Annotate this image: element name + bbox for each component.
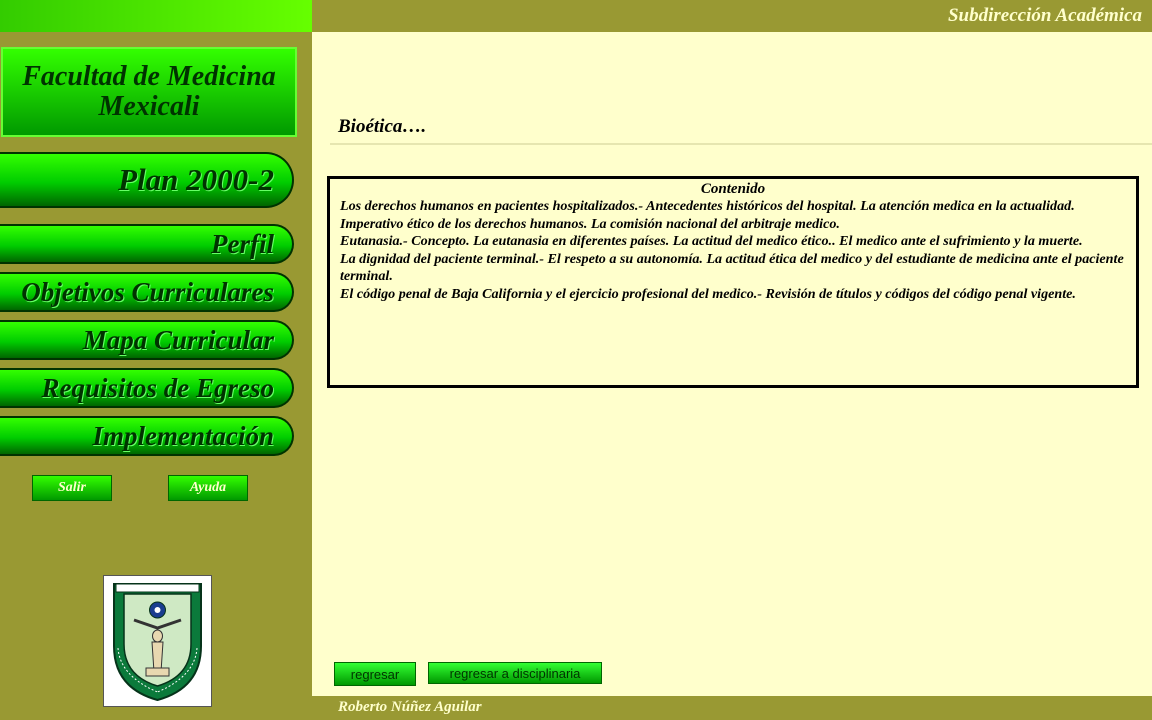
content-panel (327, 176, 1139, 388)
help-button[interactable] (168, 475, 248, 501)
heading-divider (330, 143, 1152, 145)
author-name: Roberto Núñez Aguilar (338, 699, 482, 715)
header-bar (312, 0, 1152, 32)
header-accent (0, 0, 312, 32)
page-title: Bioética…. (338, 116, 427, 137)
back-to-disciplinary-button[interactable]: regresar a disciplinaria (428, 662, 602, 684)
nav-label: Mapa Curricular (82, 324, 274, 355)
nav-label: Implementación (92, 420, 274, 451)
nav-label: Objetivos Curriculares (21, 276, 274, 307)
nav-label: Perfil (211, 228, 274, 259)
department-title: Subdirección Académica (947, 5, 1142, 26)
nav-perfil[interactable] (0, 224, 294, 264)
university-seal-logo (103, 575, 212, 707)
nav-plan-2000-2[interactable] (0, 152, 294, 208)
help-label: Ayuda (189, 480, 227, 495)
seal-graphic (104, 576, 211, 706)
content-paragraph: Eutanasia.- Concepto. La eutanasia en diferentes países. La actitud del medico ético.. El medico ante el sufrimiento y la muerte. (340, 233, 1083, 250)
nav-label: Plan 2000-2 (118, 162, 274, 197)
faculty-name: Facultad de Medicina Mexicali (22, 61, 276, 122)
content-title: Contenido (700, 181, 766, 197)
nav-mapa-curricular[interactable] (0, 320, 294, 360)
back-button[interactable]: regresar (334, 662, 416, 686)
content-paragraph: La dignidad del paciente terminal.- El respeto a su autonomía. La actitud ética del medico y del estudiante de medicina ante el paciente terminal. (340, 250, 1124, 285)
exit-label: Salir (57, 480, 86, 495)
nav-label: Requisitos de Egreso (41, 372, 274, 403)
content-paragraph: Los derechos humanos en pacientes hospitalizados.- Antecedentes históricos del hospital. La atención medica en la actualidad. Imperativo ético de los derechos humanos. La comisión nacional del arbitraje medico. (340, 198, 1075, 232)
faculty-banner (1, 47, 297, 137)
content-paragraph: El código penal de Baja California y el ejercicio profesional del medico.- Revisión de títulos y códigos del código penal vigente. (340, 285, 1076, 302)
nav-implementacion[interactable] (0, 416, 294, 456)
nav-objetivos-curriculares[interactable] (0, 272, 294, 312)
nav-requisitos-de-egreso[interactable] (0, 368, 294, 408)
exit-button[interactable] (32, 475, 112, 501)
